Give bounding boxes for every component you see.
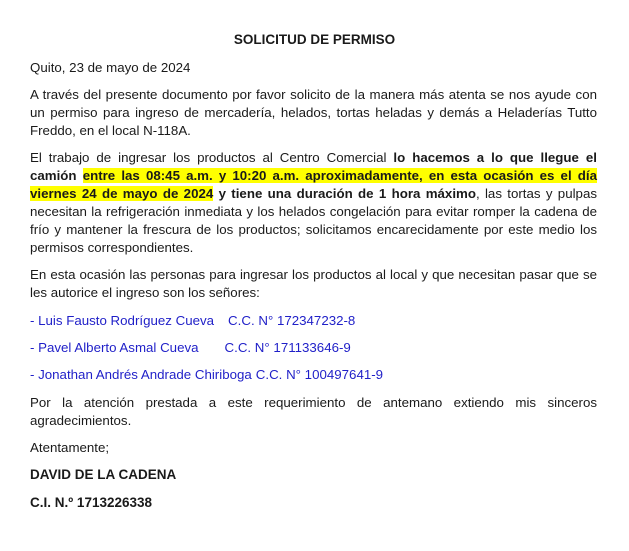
document-title: SOLICITUD DE PERMISO [233,32,396,47]
person-2 [30,339,351,357]
schedule-rest: , las tortas y pulpas necesitan la refrigeración inmediata y los helados congelación para evitar romper la cadena de frío y mantener la frescura de los productos; solicitamos encarecidamente por este medio los permisos correspondientes. [30,186,597,255]
person-1-name: - Luis Fausto Rodríguez Cueva [30,313,215,328]
person-3-name: - Jonathan Andrés Andrade Chiriboga [30,367,252,382]
schedule-duration: y tiene una duración de 1 hora máximo [213,186,476,201]
authorization-paragraph: En esta ocasión las personas para ingresar los productos al local y que necesitan pasar que se les autorice el ingreso son los señores: [30,267,597,300]
person-1-id: C.C. N° 172347232-8 [228,313,356,328]
signer-name: DAVID DE LA CADENA [30,467,177,482]
letter-date: Quito, 23 de mayo de 2024 [30,60,191,75]
person-3-id: C.C. N° 100497641-9 [255,367,384,382]
intro-paragraph: A través del presente documento por favor solicito de la manera más atenta se nos ayude con un permiso para ingreso de mercadería, helados, tortas heladas y demás a Heladerías Tutto Freddo, en el local N-118A. [30,87,597,138]
closing-paragraph: Por la atención prestada a este requerimiento de antemano extiendo mis sinceros agradecimientos. [30,395,597,428]
salutation: Atentamente; [30,440,110,455]
schedule-bold-start: lo hacemos a lo que llegue el camión [30,150,597,183]
person-2-name: - Pavel Alberto Asmal Cueva [30,340,199,355]
person-3 [30,366,383,384]
schedule-lead: El trabajo de ingresar los productos al Centro Comercial [30,150,394,165]
schedule-highlight: entre las 08:45 a.m. y 10:20 a.m. aproximadamente, en esta ocasión es el día viernes 24 de mayo de 2024 [30,168,597,201]
person-2-id: C.C. N° 171133646-9 [224,340,351,355]
person-1 [30,312,355,330]
signer-id: C.I. N.º 1713226338 [30,495,153,510]
schedule-paragraph [30,149,597,257]
